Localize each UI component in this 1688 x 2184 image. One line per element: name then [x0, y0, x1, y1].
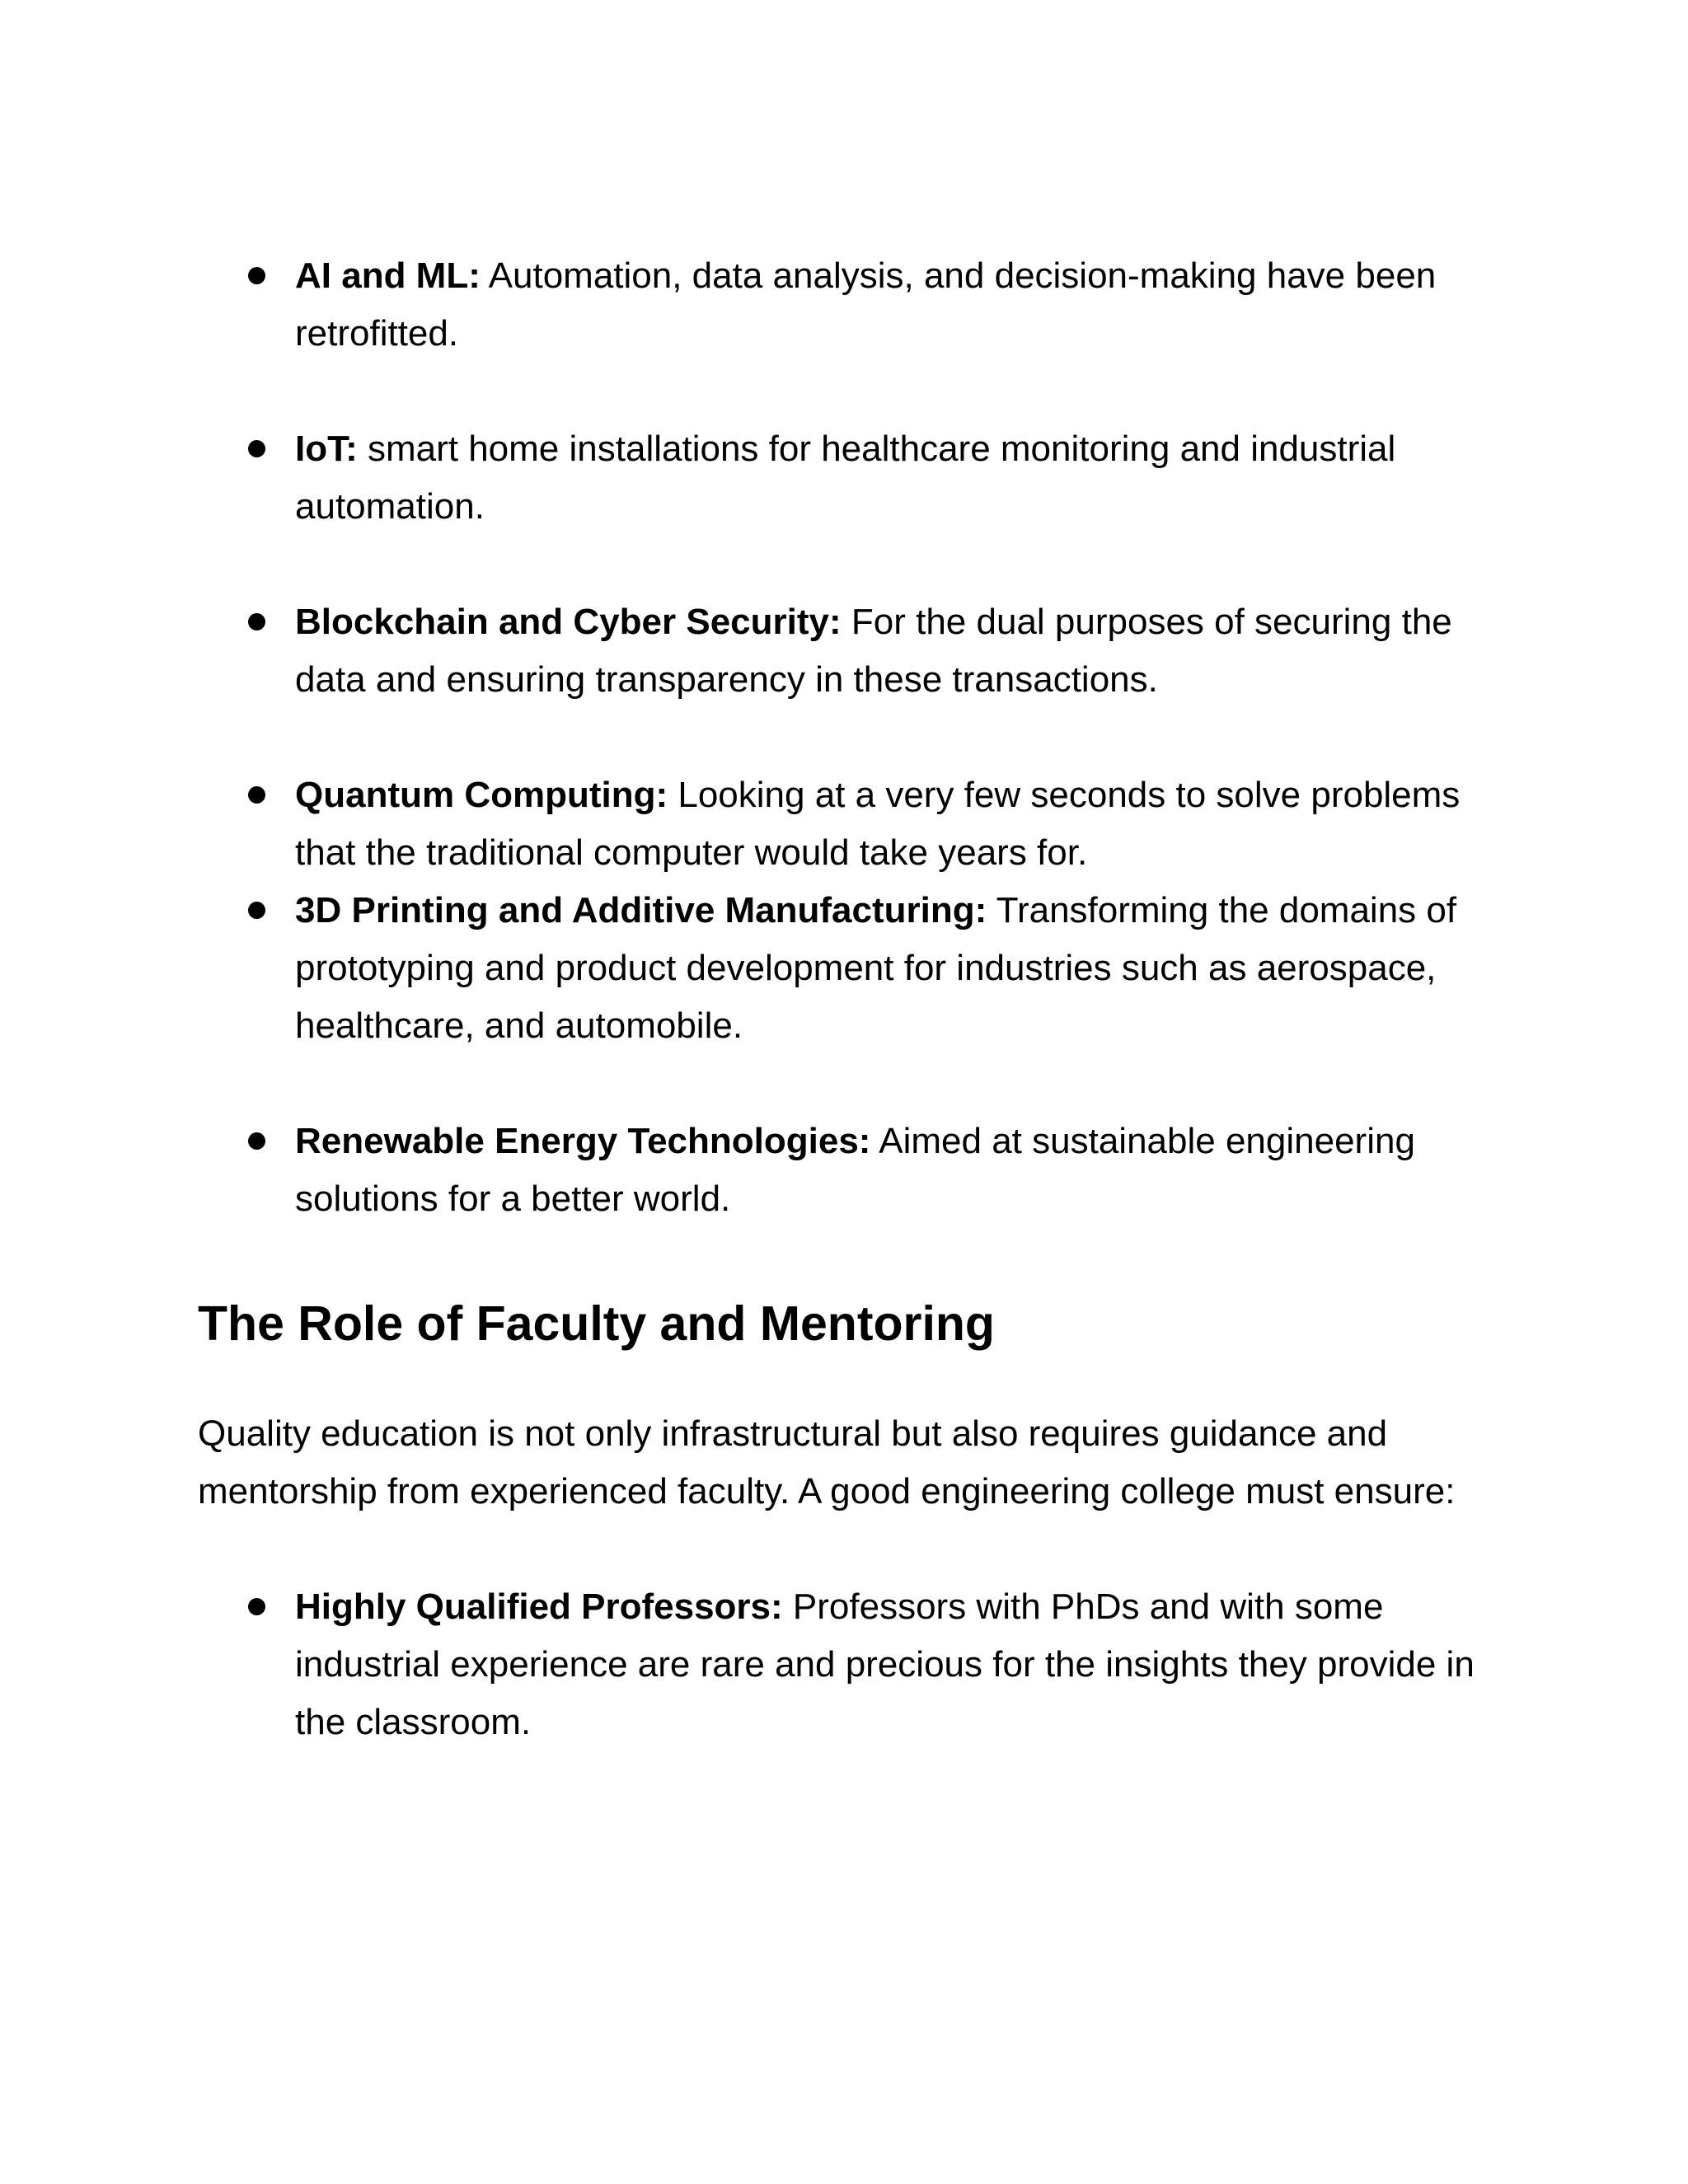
technology-list [198, 247, 1484, 1228]
list-item [198, 1113, 1484, 1228]
list-item-term: Renewable Energy Technologies: [295, 1121, 871, 1161]
list-item-text: Looking at a very few seconds to solve problems that the traditional computer would take years for. [295, 775, 1461, 873]
list-item [198, 593, 1484, 709]
bullet-icon [248, 902, 265, 919]
bullet-icon [248, 613, 265, 630]
section-heading: The Role of Faculty and Mentoring [198, 1296, 995, 1351]
body-paragraph: Quality education is not only infrastructural but also requires guidance and mentorship from experienced faculty. A good engineering college must ensure: [198, 1413, 1456, 1511]
faculty-list [198, 1578, 1484, 1751]
list-item-term: AI and ML: [295, 255, 481, 296]
list-item-term: Blockchain and Cyber Security: [295, 602, 842, 642]
bullet-icon [248, 440, 265, 457]
list-item-term: Quantum Computing: [295, 775, 668, 815]
list-item-text: Transforming the domains of prototyping and product development for industries such as aerospace, healthcare, and automobile. [295, 890, 1457, 1046]
list-item-text: Aimed at sustainable engineering solutions for a better world. [295, 1121, 1415, 1219]
bullet-icon [248, 267, 265, 284]
list-item-text: Professors with PhDs and with some industrial experience are rare and precious for the insights they provide in the classroom. [295, 1586, 1475, 1742]
list-item-term: IoT: [295, 429, 358, 469]
list-item [198, 766, 1484, 882]
list-item [198, 420, 1484, 536]
list-item [198, 1578, 1484, 1751]
list-item-text: For the dual purposes of securing the data and ensuring transparency in these transactions. [295, 602, 1452, 700]
list-item-text: Automation, data analysis, and decision-making have been retrofitted. [295, 255, 1437, 354]
list-item-term: 3D Printing and Additive Manufacturing: [295, 890, 987, 930]
page-content [198, 247, 1484, 1751]
list-item-term: Highly Qualified Professors: [295, 1586, 783, 1627]
bullet-icon [248, 786, 265, 804]
bullet-icon [248, 1132, 265, 1150]
list-item [198, 247, 1484, 363]
bullet-icon [248, 1598, 265, 1615]
list-item [198, 882, 1484, 1055]
list-item-text: smart home installations for healthcare monitoring and industrial automation. [295, 429, 1396, 527]
